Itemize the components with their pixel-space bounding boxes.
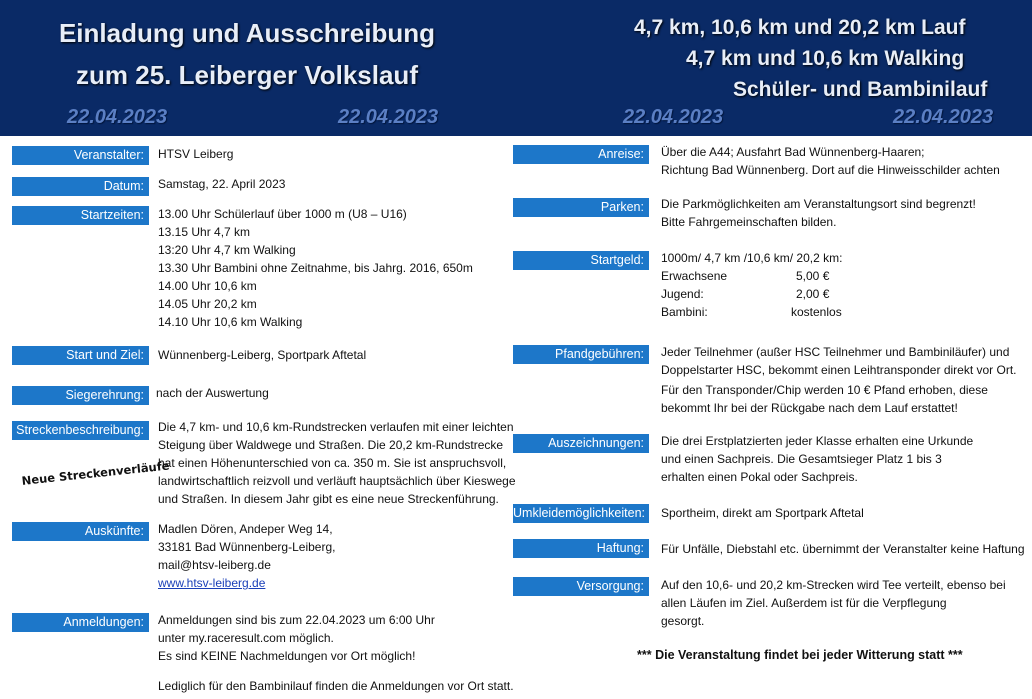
label-anmeldungen: Anmeldungen: [12,613,149,632]
label-streckenbeschreibung: Streckenbeschreibung: [12,421,149,440]
fee-row [661,285,842,303]
contact-email: mail@htsv-leiberg.de [158,558,271,572]
label-auszeichnungen: Auszeichnungen: [513,434,649,453]
startgeld-intro: 1000m/ 4,7 km /10,6 km/ 20,2 km: [661,251,843,265]
strecke-row: hat einen Höhenunterschied von ca. 350 m. Sie ist anspruchsvoll, [158,456,507,470]
pfand-row: Jeder Teilnehmer (außer HSC Teilnehmer und Bambiniläufer) und [661,345,1010,359]
strecke-row: landwirtschaftlich reizvoll und verläuft hauptsächlich über Kieswege [158,474,516,488]
new-route-badge: Neue Streckenverläufe [21,458,171,488]
startzeit-row: 14.10 Uhr 10,6 km Walking [158,315,303,329]
contact-row: Madlen Dören, Andeper Weg 14, [158,522,333,536]
versorgung-row: gesorgt. [661,614,705,628]
anmeldungen-text [158,611,435,665]
label-anreise: Anreise: [513,145,649,164]
title-line-2: zum 25. Leiberger Volkslauf [76,60,418,90]
label-versorgung: Versorgung: [513,577,649,596]
fee-name: Bambini: [661,305,708,319]
anmeldung-row: Anmeldungen sind bis zum 22.04.2023 um 6:00 Uhr [158,613,435,627]
value-start-ziel: Wünnenberg-Leiberg, Sportpark Aftetal [158,348,367,362]
auszeichnung-row: und einen Sachpreis. Die Gesamtsieger Platz 1 bis 3 [661,452,942,466]
pfand-row: Für den Transponder/Chip werden 10 € Pfand erhoben, diese [661,383,988,397]
startzeit-row: 14.05 Uhr 20,2 km [158,297,257,311]
label-pfandgebuehren: Pfandgebühren: [513,345,649,364]
anreise-text [661,143,1000,179]
auszeichnungen-text [661,432,973,486]
anmeldung-row: Es sind KEINE Nachmeldungen vor Ort möglich! [158,649,416,663]
label-haftung: Haftung: [513,539,649,558]
label-auskuenfte: Auskünfte: [12,522,149,541]
startzeit-row: 13.30 Uhr Bambini ohne Zeitnahme, bis Jahrg. 2016, 650m [158,261,473,275]
subtitle-line-2: 4,7 km und 10,6 km Walking [686,47,965,70]
fee-name: Jugend: [661,287,704,301]
date-stamp: 22.04.2023 [338,106,439,128]
label-siegerehrung: Siegerehrung: [12,386,149,405]
contact-row: 33181 Bad Wünnenberg-Leiberg, [158,540,336,554]
label-veranstalter: Veranstalter: [12,146,149,165]
value-veranstalter: HTSV Leiberg [158,147,234,161]
auskuenfte-text [158,520,335,592]
startzeit-row: 13.15 Uhr 4,7 km [158,225,251,239]
fee-name: Erwachsene [661,269,728,283]
parken-row: Bitte Fahrgemeinschaften bilden. [661,215,837,229]
startzeit-row: 13:20 Uhr 4,7 km Walking [158,243,296,257]
label-parken: Parken: [513,198,649,217]
label-umkleide: Umkleidemöglichkeiten: [513,504,649,523]
versorgung-row: Auf den 10,6- und 20,2 km-Strecken wird Tee verteilt, ebenso bei [661,578,1006,592]
fee-row [661,267,842,285]
startzeit-row: 13.00 Uhr Schülerlauf über 1000 m (U8 – U16) [158,207,407,221]
fee-price: 2,00 € [796,287,830,301]
anreise-row: Über die A44; Ausfahrt Bad Wünnenberg-Haaren; [661,145,925,159]
strecke-row: und Straßen. In diesem Jahr gibt es eine neue Streckenführung. [158,492,499,506]
label-start-ziel: Start und Ziel: [12,346,149,365]
date-stamp: 22.04.2023 [893,106,994,128]
auszeichnung-row: erhalten einen Pokal oder Sachpreis. [661,470,858,484]
fee-row [661,303,842,321]
subtitle-line-1: 4,7 km, 10,6 km und 20,2 km Lauf [634,16,966,39]
label-startgeld: Startgeld: [513,251,649,270]
anmeldung-row: unter my.raceresult.com möglich. [158,631,334,645]
anreise-row: Richtung Bad Wünnenberg. Dort auf die Hinweisschilder achten [661,163,1000,177]
value-haftung: Für Unfälle, Diebstahl etc. übernimmt der Veranstalter keine Haftung [661,542,1025,556]
startzeiten-list [158,205,473,331]
parken-text [661,195,976,231]
date-stamp: 22.04.2023 [623,106,724,128]
pfand-text [661,343,1017,417]
value-datum: Samstag, 22. April 2023 [158,177,286,191]
value-siegerehrung: nach der Auswertung [156,386,269,400]
label-startzeiten: Startzeiten: [12,206,149,225]
date-stamp: 22.04.2023 [67,106,168,128]
startzeit-row: 14.00 Uhr 10,6 km [158,279,257,293]
title-line-1: Einladung und Ausschreibung [58,18,436,48]
streckenbeschreibung-text [158,418,516,508]
fee-price: kostenlos [791,305,842,319]
weather-notice: *** Die Veranstaltung findet bei jeder Witterung statt *** [637,648,963,662]
fee-price: 5,00 € [796,269,830,283]
bambini-note: Lediglich für den Bambinilauf finden die Anmeldungen vor Ort statt. [158,679,514,693]
label-datum: Datum: [12,177,149,196]
pfand-row: Doppelstarter HSC, bekommt einen Leihtransponder direkt vor Ort. [661,363,1017,377]
website-link[interactable]: www.htsv-leiberg.de [158,576,266,590]
auszeichnung-row: Die drei Erstplatzierten jeder Klasse erhalten eine Urkunde [661,434,974,448]
subtitle-line-3: Schüler- und Bambinilauf [733,78,988,101]
strecke-row: Steigung über Waldwege und Straßen. Die 20,2 km-Rundstrecke [158,438,504,452]
value-umkleide: Sportheim, direkt am Sportpark Aftetal [661,506,864,520]
header-banner [0,0,1032,136]
startgeld-table [661,249,842,321]
versorgung-row: allen Läufen im Ziel. Außerdem ist für die Verpflegung [661,596,947,610]
pfand-row: bekommt Ihr bei der Rückgabe nach dem Lauf erstattet! [661,401,958,415]
versorgung-text [661,576,1006,630]
strecke-row: Die 4,7 km- und 10,6 km-Rundstrecken verlaufen mit einer leichten [158,420,514,434]
parken-row: Die Parkmöglichkeiten am Veranstaltungsort sind begrenzt! [661,197,976,211]
